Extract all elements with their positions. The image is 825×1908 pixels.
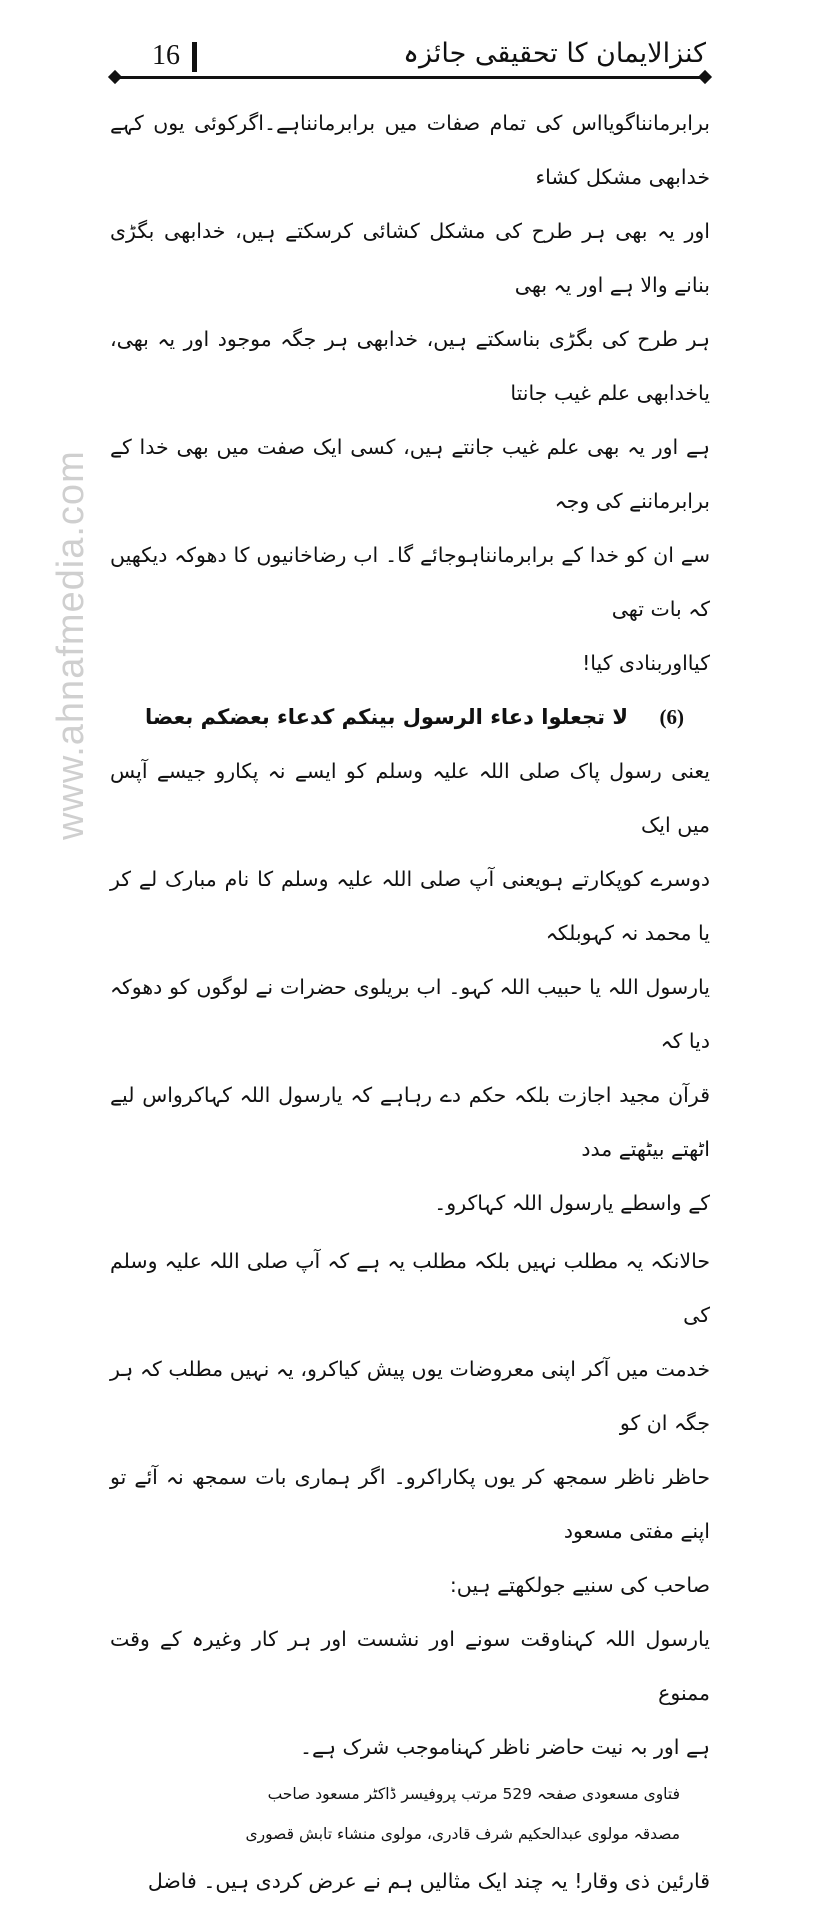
- text-line: کے واسطے یارسول اللہ کہاکرو۔: [434, 1191, 710, 1215]
- rule-right-diamond: [698, 70, 712, 84]
- text-line: یارسول اللہ یا حبیب اللہ کہو۔ اب بریلوی حضرات نے لوگوں کو دھوکہ دیا کہ: [110, 975, 710, 1053]
- paragraph-explanation: [110, 744, 710, 1230]
- verse-number: (6): [659, 705, 684, 729]
- paragraph-closing: [110, 1854, 710, 1908]
- verse-heading: [110, 690, 710, 744]
- text-line: برابرمانناگویااس کی تمام صفات میں برابرمانناہے۔اگرکوئی یوں کہے خدابھی مشکل کشاء: [110, 111, 710, 189]
- watermark: www.ahnafmedia.com: [50, 450, 92, 840]
- text-line: اور یہ بھی ہر طرح کی مشکل کشائی کرسکتے ہیں، خدابھی بگڑی بنانے والا ہے اور یہ بھی: [110, 219, 710, 297]
- text-line: ہے اور یہ بھی علم غیب جانتے ہیں، کسی ایک صفت میں بھی خدا کے برابرماننے کی وجہ: [110, 435, 710, 513]
- page-number: 16: [152, 40, 180, 71]
- running-title: کنزالایمان کا تحقیقی جائزہ: [403, 38, 706, 69]
- page-header: [110, 30, 710, 86]
- paragraph-equality: [110, 96, 710, 690]
- text-line: کیااوربنادی کیا!: [582, 651, 710, 675]
- page-number-bar: [192, 42, 197, 72]
- header-rule: [118, 76, 702, 79]
- reference-line: فتاوی مسعودی صفحہ 529 مرتب پروفیسر ڈاکٹر مسعود صاحب: [267, 1785, 680, 1803]
- text-line: حاظر ناظر سمجھ کر یوں پکاراکرو۔ اگر ہماری بات سمجھ نہ آئے تو اپنے مفتی مسعود: [110, 1465, 710, 1543]
- text-line: قارئین ذی وقار! یہ چند ایک مثالیں ہم نے عرض کردی ہیں۔ فاضل: [147, 1869, 710, 1893]
- text-line: حالانکہ یہ مطلب نہیں بلکہ مطلب یہ ہے کہ آپ صلی اللہ علیہ وسلم کی: [110, 1249, 710, 1327]
- text-line: سے ان کو خدا کے برابرمانناہوجائے گا۔ اب رضاخانیوں کا دھوکہ دیکھیں کہ بات تھی: [110, 543, 710, 621]
- paragraph-quote: [110, 1612, 710, 1774]
- page-body: [110, 96, 710, 1908]
- reference-line: مصدقہ مولوی عبدالحکیم شرف قادری، مولوی منشاء تابش قصوری: [245, 1825, 680, 1843]
- text-line: قرآن مجید اجازت بلکہ حکم دے رہاہے کہ یارسول اللہ کہاکرواس لیے اٹھتے بیٹھتے مدد: [110, 1083, 710, 1161]
- text-line: یارسول اللہ کہناوقت سونے اور نشست اور ہر کار وغیرہ کے وقت ممنوع: [110, 1627, 710, 1705]
- text-line: یعنی رسول پاک صلی اللہ علیہ وسلم کو ایسے نہ پکارو جیسے آپس میں ایک: [110, 759, 710, 837]
- text-line: دوسرے کوپکارتے ہویعنی آپ صلی اللہ علیہ وسلم کا نام مبارک لے کر یا محمد نہ کہوبلکہ: [110, 867, 710, 945]
- text-line: ہر طرح کی بگڑی بناسکتے ہیں، خدابھی ہر جگہ موجود اور یہ بھی، یاخدابھی علم غیب جانتا: [110, 327, 710, 405]
- reference-block: [110, 1774, 710, 1854]
- text-line: خدمت میں آکر اپنی معروضات یوں پیش کیاکرو، یہ نہیں مطلب کہ ہر جگہ ان کو: [110, 1357, 710, 1435]
- text-line: ہے اور بہ نیت حاضر ناظر کہناموجب شرک ہے۔: [299, 1735, 710, 1759]
- verse-text: لا تجعلوا دعاء الرسول بينكم كدعاء بعضكم بعضا: [145, 705, 628, 729]
- text-line: صاحب کی سنیے جولکھتے ہیں:: [449, 1573, 710, 1597]
- paragraph-rebuttal: [110, 1234, 710, 1612]
